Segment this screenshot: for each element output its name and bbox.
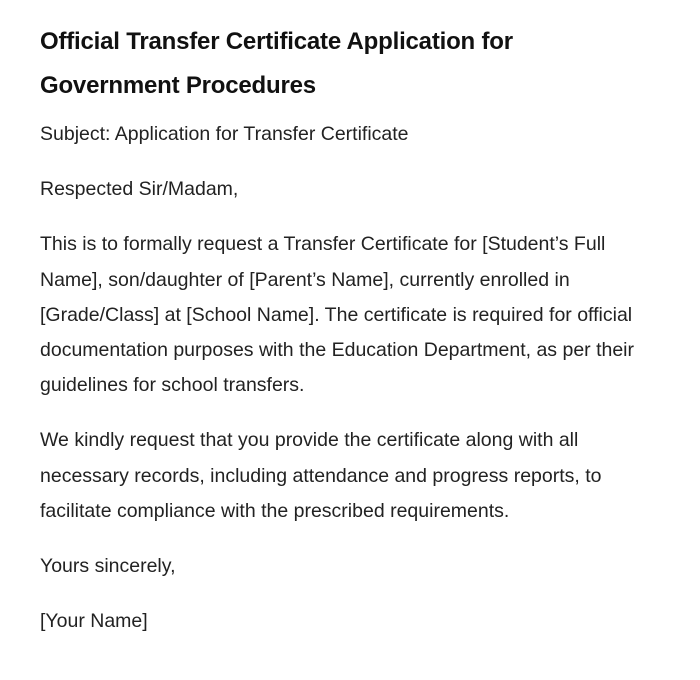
salutation: Respected Sir/Madam, [40, 178, 239, 201]
document-title: Official Transfer Certificate Application for Government Procedures [40, 28, 513, 99]
body-paragraph-2: We kindly request that you provide the certificate along with all necessary records, including attendance and progress reports, to facilitate compliance with the prescribed requirements. [40, 429, 602, 522]
closing-line: Yours sincerely, [40, 555, 176, 578]
subject-line: Subject: Application for Transfer Certificate [40, 123, 409, 145]
signature-placeholder: [Your Name] [40, 610, 148, 633]
body-paragraph-1: This is to formally request a Transfer Certificate for [Student’s Full Name], son/daughter of [Parent’s Name], currently enrolled in [Grade/Class] at [School Name]. The certificate is required for official documentation purposes with the Education Department, as per their guidelines for school transfers. [40, 233, 635, 397]
